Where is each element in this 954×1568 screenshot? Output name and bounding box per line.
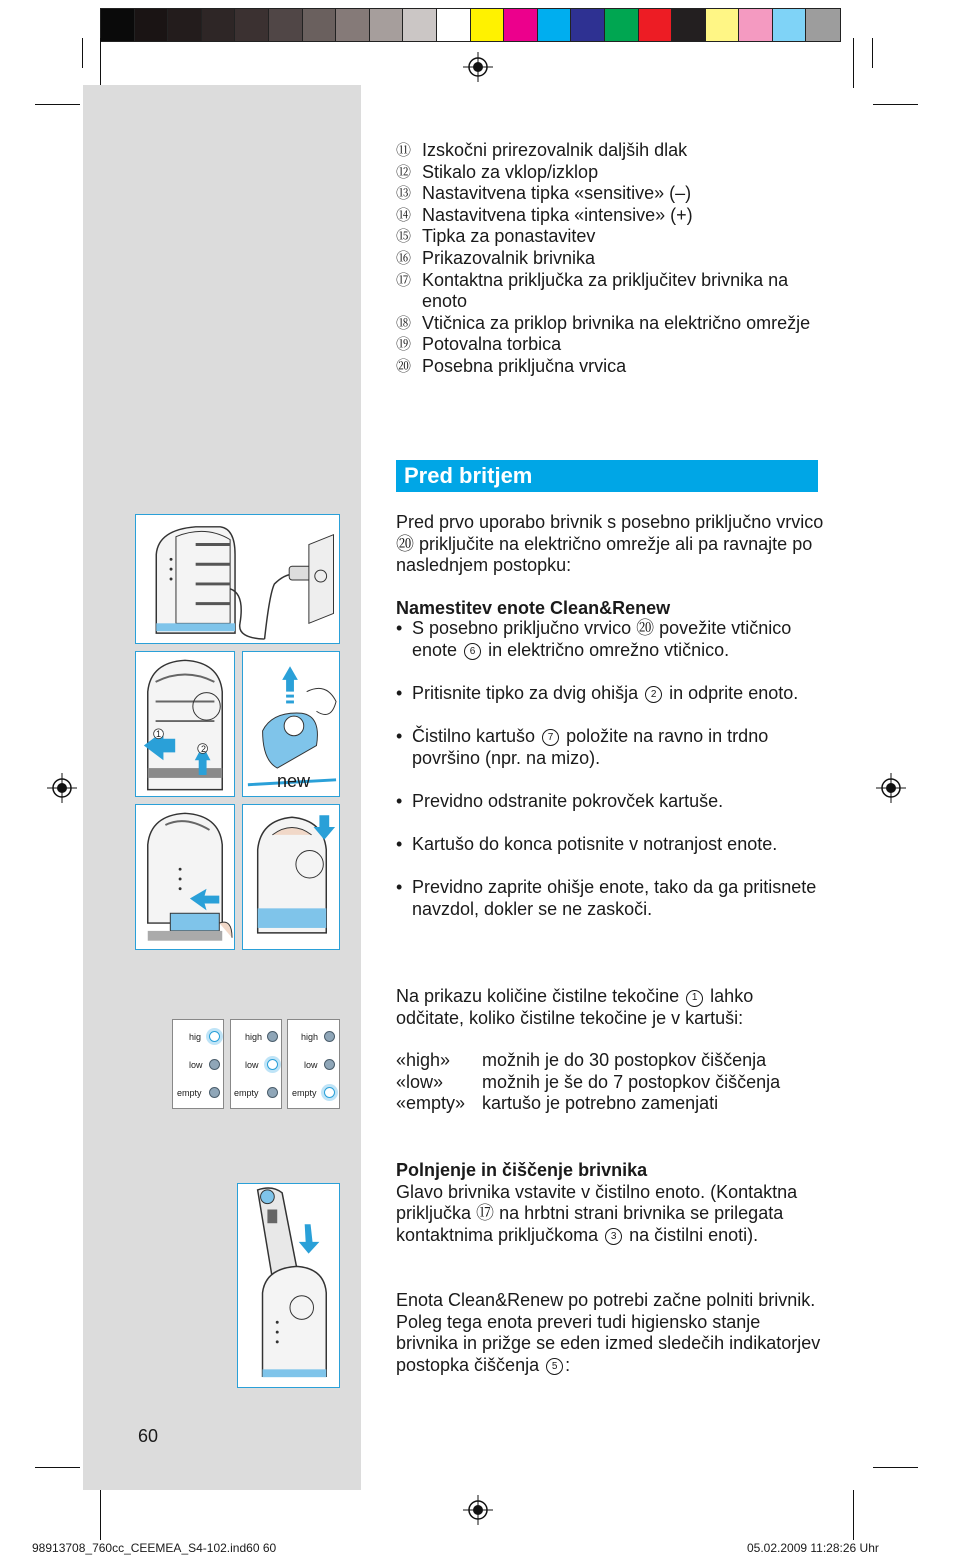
empty-led	[267, 1087, 278, 1098]
color-swatch	[370, 9, 404, 41]
color-swatch	[101, 9, 135, 41]
color-swatch	[739, 9, 773, 41]
ref-number: 3	[605, 1228, 622, 1245]
level-value: možnih je do 30 postopkov čiščenja	[482, 1050, 767, 1070]
crop-mark	[873, 1467, 918, 1468]
low-led-lit	[267, 1059, 278, 1070]
registration-mark-right	[876, 773, 906, 803]
color-swatch	[504, 9, 538, 41]
color-swatch	[806, 9, 840, 41]
color-swatch	[471, 9, 505, 41]
color-swatch	[269, 9, 303, 41]
crop-mark	[873, 104, 918, 105]
fluid-paragraph: Na prikazu količine čistilne tekočine 1 lahko odčitate, koliko čistilne tekočine je v kartuši:	[396, 986, 754, 1028]
part-item	[396, 226, 826, 248]
ref-number: ⑰	[476, 1203, 495, 1224]
color-swatch	[571, 9, 605, 41]
high-label: high	[245, 1032, 263, 1042]
part-number: ⑱	[396, 314, 412, 332]
low-led	[209, 1059, 220, 1070]
part-item	[396, 356, 826, 378]
part-item	[396, 313, 826, 335]
part-item	[396, 248, 826, 270]
level-value: možnih je še do 7 postopkov čiščenja	[482, 1071, 781, 1092]
part-number: ⑬	[396, 185, 412, 203]
part-label: Tipka za ponastavitev	[422, 226, 596, 247]
part-item	[396, 270, 826, 313]
charging-text: Glavo brivnika vstavite v čistilno enoto. (Kontaktna priključka ⑰ na hrbtni strani brivnika se prilegata kontaktnima priključkoma 3 na čistilni enoti).	[396, 1181, 798, 1245]
color-swatch	[538, 9, 572, 41]
fluid-levels	[396, 1050, 780, 1115]
part-item	[396, 205, 826, 227]
figure-indicator-low	[230, 1019, 282, 1109]
ref-number: 1	[686, 990, 703, 1007]
color-swatch	[202, 9, 236, 41]
section-header-bar	[396, 460, 818, 492]
part-number: ⑯	[396, 249, 412, 267]
figure-insert-cartridge	[135, 804, 235, 950]
footer-file-info: 98913708_760cc_CEEMEA_S4-102.ind60 60	[32, 1541, 277, 1555]
step-remove-lid: • Previdno odstranite pokrovček kartuše.	[396, 791, 826, 813]
charging-section	[396, 1160, 826, 1246]
crop-mark	[82, 38, 83, 68]
part-number: ⑰	[396, 271, 412, 289]
registration-mark-bottom	[463, 1495, 493, 1525]
empty-label: empty	[177, 1088, 202, 1098]
high-led	[324, 1031, 335, 1042]
part-number: ⑫	[396, 163, 412, 181]
step-place-cartridge: • Čistilno kartušo 7 položite na ravno in trdno površino (npr. na mizo).	[396, 726, 826, 769]
part-label: Prikazovalnik brivnika	[422, 247, 596, 268]
step-connect-cord: • S posebno priključno vrvico ⑳ povežite vtičnico enote 6 in električno omrežno vtičnico.	[396, 618, 826, 661]
part-label: Stikalo za vklop/izklop	[422, 161, 599, 182]
level-key: «high»	[396, 1050, 451, 1070]
level-value: kartušo je potrebno zamenjati	[482, 1093, 719, 1114]
part-label: Kontaktna priključka za priključitev brivnika na enoto	[422, 269, 789, 312]
step-open-unit: • Pritisnite tipko za dvig ohišja 2 in odprite enoto.	[396, 683, 826, 705]
section-title: Pred britjem	[404, 463, 533, 488]
figure-unit-with-plug	[135, 514, 340, 644]
part-item	[396, 140, 826, 162]
part-label: Vtičnica za priklop brivnika na električno omrežje	[422, 312, 811, 333]
footer-timestamp: 05.02.2009 11:28:26 Uhr	[747, 1541, 879, 1555]
low-led	[324, 1059, 335, 1070]
registration-mark-top	[463, 52, 493, 82]
figure-close-housing	[242, 804, 340, 950]
ref-number: 2	[645, 686, 662, 703]
crop-mark	[853, 38, 854, 88]
low-label: low	[304, 1060, 318, 1070]
part-number: ⑪	[396, 142, 412, 159]
figure-indicator-empty	[287, 1019, 340, 1109]
color-swatch	[773, 9, 807, 41]
color-swatch	[706, 9, 740, 41]
figure-open-housing	[135, 651, 235, 797]
high-label: hig	[189, 1032, 202, 1042]
part-number: ⑳	[396, 357, 412, 375]
color-swatch	[639, 9, 673, 41]
renew-paragraph: Enota Clean&Renew po potrebi začne polniti brivnik. Poleg tega enota preveri tudi higiensko stanje brivnika in prižge se eden izmed sledečih indikatorjev postopka čiščenja 5 :	[396, 1290, 821, 1375]
part-label: Izskočni prirezovalnik daljših dlak	[422, 140, 688, 160]
part-label: Nastavitvena tipka «sensitive» (–)	[422, 183, 692, 204]
intro-paragraph: Pred prvo uporabo brivnik s posebno priključno vrvico ⑳ priključite na električno omrežje ali pa ravnajte po naslednjem postopku:	[396, 512, 824, 576]
part-label: Potovalna torbica	[422, 334, 562, 355]
color-swatch	[605, 9, 639, 41]
part-number: ⑲	[396, 336, 412, 354]
empty-label: empty	[292, 1088, 317, 1098]
color-swatch	[303, 9, 337, 41]
setup-heading: Namestitev enote Clean&Renew	[396, 598, 671, 618]
level-row	[396, 1072, 780, 1094]
color-swatch	[135, 9, 169, 41]
ref-number: ⑳	[396, 533, 414, 554]
level-key: «low»	[396, 1071, 444, 1092]
empty-led	[209, 1087, 220, 1098]
color-swatch	[235, 9, 269, 41]
low-label: low	[245, 1060, 259, 1070]
part-item	[396, 183, 826, 205]
level-row	[396, 1093, 780, 1115]
parts-list	[396, 140, 826, 378]
color-swatch	[403, 9, 437, 41]
high-label: high	[301, 1032, 319, 1042]
high-led	[267, 1031, 278, 1042]
empty-label: empty	[234, 1088, 259, 1098]
crop-mark	[872, 38, 873, 68]
figure-cartridge-new	[242, 651, 340, 797]
color-swatch	[168, 9, 202, 41]
crop-mark	[100, 1490, 101, 1540]
part-label: Nastavitvena tipka «intensive» (+)	[422, 204, 693, 225]
ref-number: 6	[464, 643, 481, 660]
figure-indicator-high	[172, 1019, 224, 1109]
part-label: Posebna priključna vrvica	[422, 355, 627, 376]
ref-number: 5	[546, 1358, 563, 1375]
level-key: «empty»	[396, 1093, 466, 1114]
ref-number: 7	[542, 729, 559, 746]
high-led-lit	[209, 1031, 220, 1042]
part-item	[396, 162, 826, 184]
color-calibration-bar	[100, 8, 841, 42]
low-label: low	[189, 1060, 203, 1070]
ref-number: ⑳	[636, 618, 655, 638]
color-swatch	[672, 9, 706, 41]
empty-led-lit	[324, 1087, 335, 1098]
step-push-cartridge: • Kartušo do konca potisnite v notranjost enote.	[396, 834, 826, 856]
charging-heading: Polnjenje in čiščenje brivnika	[396, 1160, 648, 1180]
step-1-label: 1	[156, 729, 162, 739]
part-item	[396, 334, 826, 356]
color-swatch	[437, 9, 471, 41]
crop-mark	[35, 1467, 80, 1468]
level-row	[396, 1050, 780, 1072]
crop-mark	[853, 1490, 854, 1540]
crop-mark	[35, 104, 80, 105]
crop-mark	[100, 38, 101, 88]
step-close-housing: • Previdno zaprite ohišje enote, tako da ga pritisnete navzdol, dokler se ne zaskoči.	[396, 877, 826, 920]
part-number: ⑭	[396, 206, 412, 224]
setup-steps	[396, 618, 826, 920]
figure-shaver-in-unit	[237, 1183, 340, 1388]
color-swatch	[336, 9, 370, 41]
registration-mark-left	[47, 773, 77, 803]
page-number: 60	[138, 1426, 159, 1446]
new-label: new	[277, 771, 311, 791]
part-number: ⑮	[396, 228, 412, 246]
step-2-label: 2	[201, 744, 207, 754]
